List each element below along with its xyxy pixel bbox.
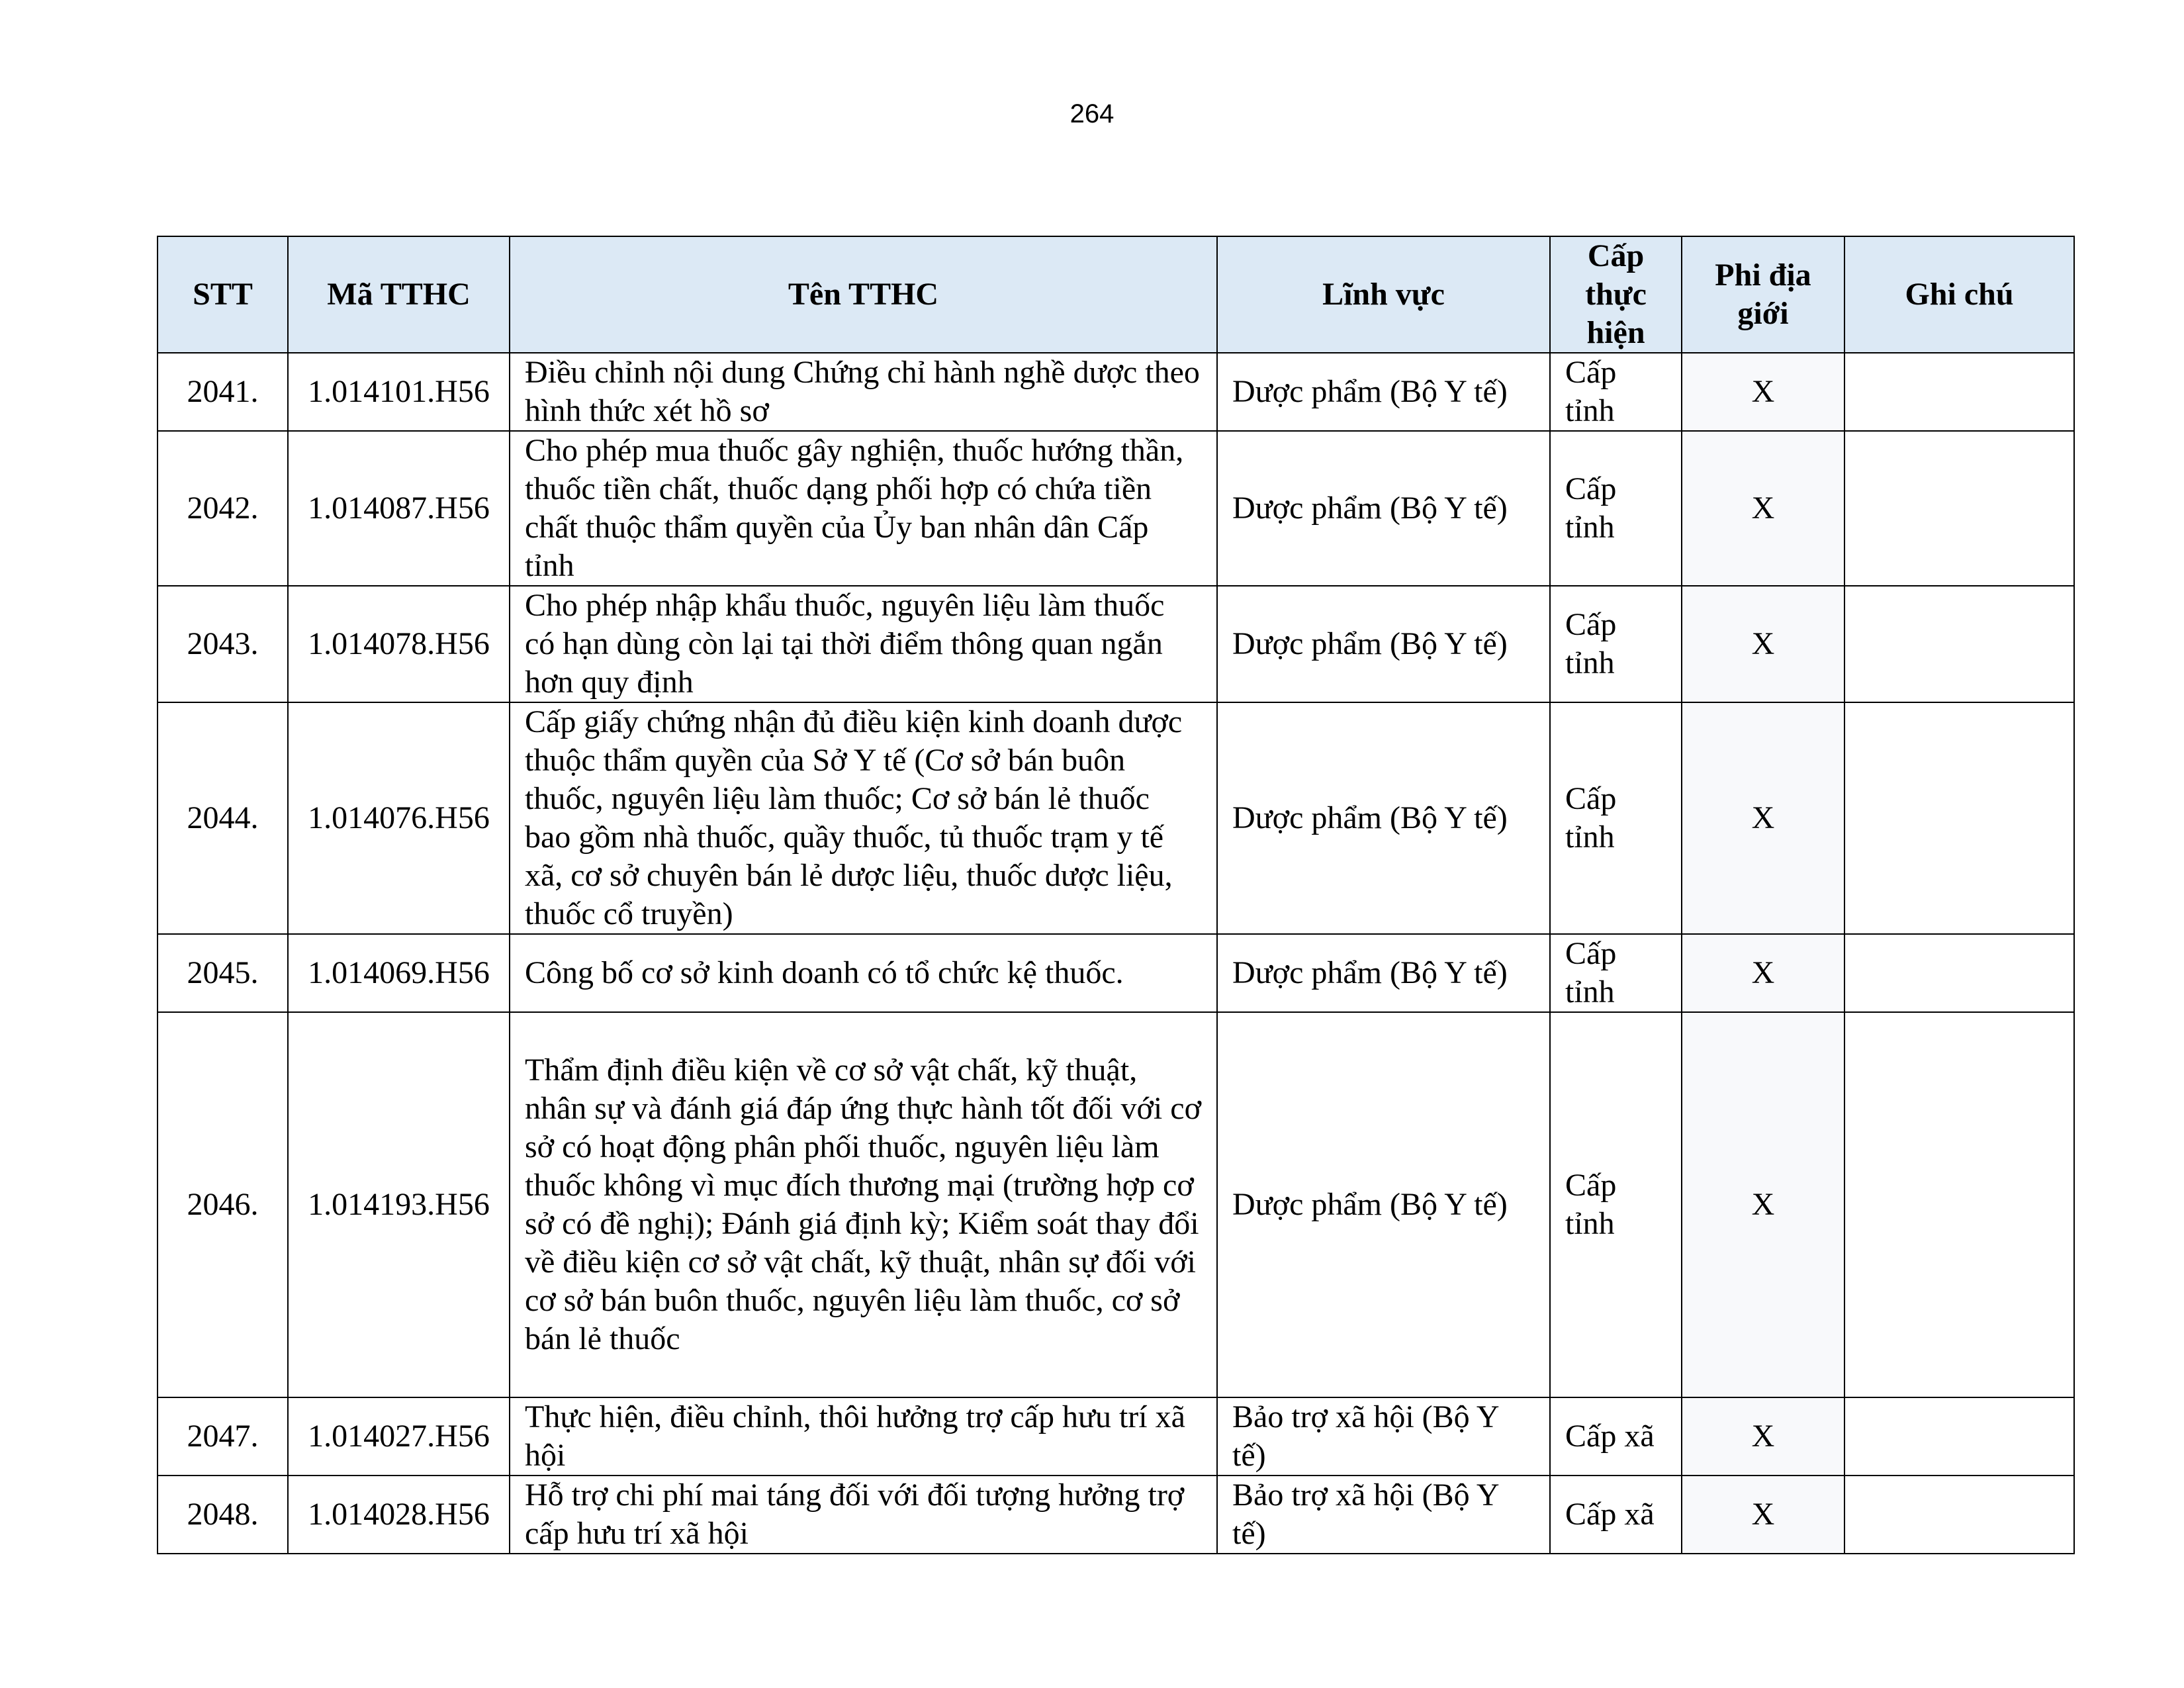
cell-code: 1.014193.H56	[288, 1012, 510, 1397]
header-name: Tên TTHC	[510, 236, 1217, 353]
cell-level: Cấp xã	[1550, 1397, 1682, 1476]
header-code: Mã TTHC	[288, 236, 510, 353]
page-number: 264	[1069, 99, 1115, 128]
cell-field: Bảo trợ xã hội (Bộ Y tế)	[1217, 1397, 1550, 1476]
cell-note	[1844, 702, 2074, 934]
table-row	[158, 1476, 2074, 1554]
cell-stt: 2048.	[158, 1476, 288, 1554]
cell-stt: 2046.	[158, 1012, 288, 1397]
cell-level: Cấp tỉnh	[1550, 1012, 1682, 1397]
cell-non-boundary: X	[1682, 1397, 1844, 1476]
header-note: Ghi chú	[1844, 236, 2074, 353]
table-row	[158, 1397, 2074, 1476]
cell-stt: 2045.	[158, 934, 288, 1012]
cell-stt: 2043.	[158, 586, 288, 702]
header-field: Lĩnh vực	[1217, 236, 1550, 353]
cell-note	[1844, 1012, 2074, 1397]
cell-name: Thực hiện, điều chỉnh, thôi hưởng trợ cấp hưu trí xã hội	[510, 1397, 1217, 1476]
cell-field: Dược phẩm (Bộ Y tế)	[1217, 431, 1550, 586]
table-row	[158, 702, 2074, 934]
header-non-boundary: Phi địa giới	[1682, 236, 1844, 353]
cell-code: 1.014076.H56	[288, 702, 510, 934]
cell-level: Cấp tỉnh	[1550, 702, 1682, 934]
cell-level: Cấp xã	[1550, 1476, 1682, 1554]
cell-field: Bảo trợ xã hội (Bộ Y tế)	[1217, 1476, 1550, 1554]
cell-level: Cấp tỉnh	[1550, 431, 1682, 586]
cell-non-boundary: X	[1682, 702, 1844, 934]
cell-non-boundary: X	[1682, 431, 1844, 586]
cell-note	[1844, 934, 2074, 1012]
table-body	[158, 353, 2074, 1554]
cell-name: Thẩm định điều kiện về cơ sở vật chất, kỹ thuật, nhân sự và đánh giá đáp ứng thực hành tốt đối với cơ sở có hoạt động phân phối thuốc, nguyên liệu làm thuốc không vì mục đích thương mại (trường hợp cơ sở có đề nghị); Đánh giá định kỳ; Kiểm soát thay đổi về điều kiện cơ sở vật chất, kỹ thuật, nhân sự đối với cơ sở bán buôn thuốc, nguyên liệu làm thuốc, cơ sở bán lẻ thuốc	[510, 1012, 1217, 1397]
header-level: Cấp thực hiện	[1550, 236, 1682, 353]
cell-note	[1844, 1397, 2074, 1476]
header-stt: STT	[158, 236, 288, 353]
cell-name: Cho phép mua thuốc gây nghiện, thuốc hướng thần, thuốc tiền chất, thuốc dạng phối hợp có chứa tiền chất thuộc thẩm quyền của Ủy ban nhân dân Cấp tỉnh	[510, 431, 1217, 586]
cell-code: 1.014069.H56	[288, 934, 510, 1012]
cell-code: 1.014027.H56	[288, 1397, 510, 1476]
table-row	[158, 934, 2074, 1012]
cell-field: Dược phẩm (Bộ Y tế)	[1217, 353, 1550, 431]
table-row	[158, 1012, 2074, 1397]
cell-field: Dược phẩm (Bộ Y tế)	[1217, 1012, 1550, 1397]
table-row	[158, 586, 2074, 702]
cell-level: Cấp tỉnh	[1550, 353, 1682, 431]
cell-field: Dược phẩm (Bộ Y tế)	[1217, 586, 1550, 702]
cell-note	[1844, 1476, 2074, 1554]
table-header-row	[158, 236, 2074, 353]
procedures-table	[157, 236, 2075, 1554]
cell-code: 1.014087.H56	[288, 431, 510, 586]
cell-stt: 2044.	[158, 702, 288, 934]
cell-code: 1.014101.H56	[288, 353, 510, 431]
table-row	[158, 353, 2074, 431]
cell-field: Dược phẩm (Bộ Y tế)	[1217, 702, 1550, 934]
cell-non-boundary: X	[1682, 353, 1844, 431]
cell-stt: 2047.	[158, 1397, 288, 1476]
cell-non-boundary: X	[1682, 586, 1844, 702]
cell-code: 1.014078.H56	[288, 586, 510, 702]
cell-name: Cho phép nhập khẩu thuốc, nguyên liệu làm thuốc có hạn dùng còn lại tại thời điểm thông quan ngắn hơn quy định	[510, 586, 1217, 702]
cell-field: Dược phẩm (Bộ Y tế)	[1217, 934, 1550, 1012]
cell-stt: 2042.	[158, 431, 288, 586]
cell-name: Hỗ trợ chi phí mai táng đối với đối tượng hưởng trợ cấp hưu trí xã hội	[510, 1476, 1217, 1554]
cell-level: Cấp tỉnh	[1550, 586, 1682, 702]
cell-note	[1844, 431, 2074, 586]
cell-non-boundary: X	[1682, 934, 1844, 1012]
cell-name: Công bố cơ sở kinh doanh có tổ chức kệ thuốc.	[510, 934, 1217, 1012]
cell-stt: 2041.	[158, 353, 288, 431]
cell-note	[1844, 586, 2074, 702]
cell-level: Cấp tỉnh	[1550, 934, 1682, 1012]
cell-name: Cấp giấy chứng nhận đủ điều kiện kinh doanh dược thuộc thẩm quyền của Sở Y tế (Cơ sở bán buôn thuốc, nguyên liệu làm thuốc; Cơ sở bán lẻ thuốc bao gồm nhà thuốc, quầy thuốc, tủ thuốc trạm y tế xã, cơ sở chuyên bán lẻ dược liệu, thuốc dược liệu, thuốc cổ truyền)	[510, 702, 1217, 934]
cell-non-boundary: X	[1682, 1476, 1844, 1554]
cell-code: 1.014028.H56	[288, 1476, 510, 1554]
table-row	[158, 431, 2074, 586]
cell-non-boundary: X	[1682, 1012, 1844, 1397]
cell-name: Điều chỉnh nội dung Chứng chỉ hành nghề dược theo hình thức xét hồ sơ	[510, 353, 1217, 431]
cell-note	[1844, 353, 2074, 431]
